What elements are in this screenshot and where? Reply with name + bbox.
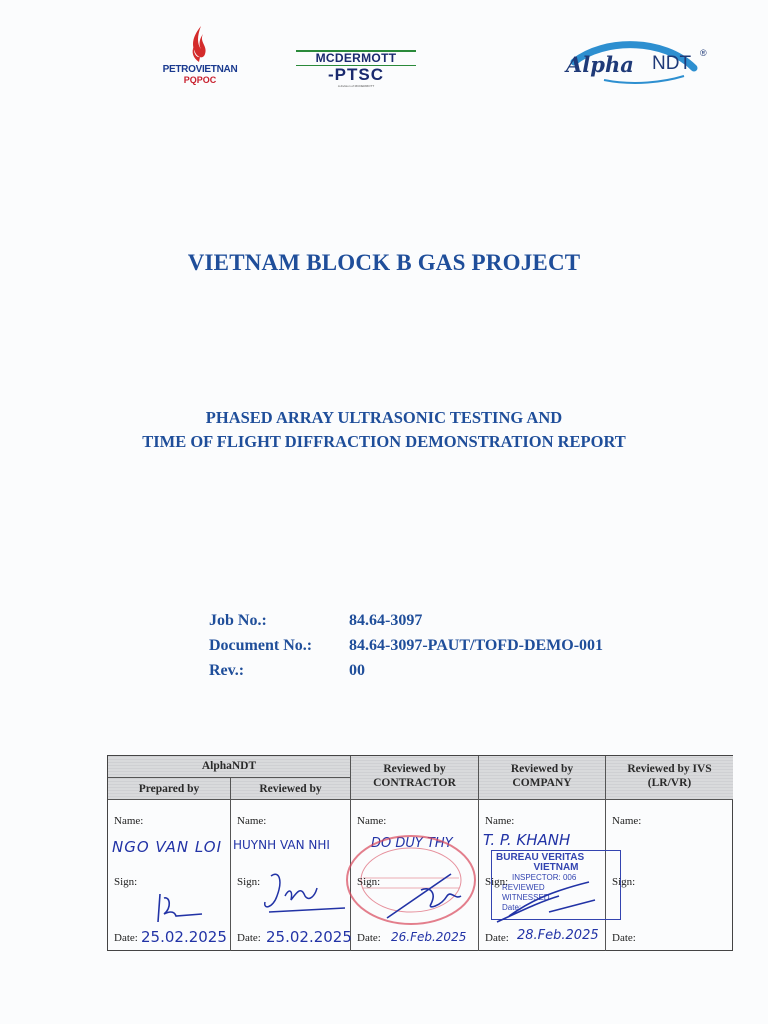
cell-contractor	[351, 800, 479, 951]
petrovietnam-sub: PQPOC	[183, 75, 217, 85]
cell-prepared-by	[108, 800, 231, 951]
cell-ivs	[606, 800, 733, 951]
bureau-veritas-stamp: BUREAU VERITAS VIETNAM INSPECTOR: 006 REVIEWED WITNESSED Date:	[491, 850, 621, 920]
contractor-name: DO DUY THY	[371, 836, 453, 851]
header-reviewed-ivs: Reviewed by IVS (LR/VR)	[606, 756, 733, 800]
date-row: Date:	[114, 932, 138, 944]
prepared-signature	[146, 888, 206, 928]
date-label: Date:	[237, 932, 261, 944]
header-reviewed-by: Reviewed by	[231, 778, 351, 800]
date-label: Date:	[485, 932, 509, 944]
revision-row	[209, 662, 365, 680]
ndt-word: NDT	[652, 53, 692, 74]
mcdermott-name: MCDERMOTT	[296, 50, 416, 66]
header-prepared-by: Prepared by	[108, 778, 231, 800]
approval-table	[107, 755, 733, 951]
flame-icon	[187, 24, 213, 64]
name-label: Name:	[114, 815, 144, 827]
petrovietnam-name: PETROVIETNAN	[162, 64, 238, 75]
report-title-line-2: TIME OF FLIGHT DIFFRACTION DEMONSTRATION REPORT	[142, 432, 626, 451]
header-reviewed-company: Reviewed by COMPANY	[479, 756, 606, 800]
contractor-date: 26.Feb.2025	[391, 930, 467, 944]
date-label: Date:	[612, 932, 636, 944]
name-label: Name:	[237, 815, 267, 827]
group-header-alphandt: AlphaNDT	[108, 756, 351, 778]
contractor-signature	[381, 866, 477, 926]
company-signature	[489, 872, 603, 928]
reviewer-date: 25.02.2025	[266, 928, 352, 946]
reviewer-signature	[249, 866, 349, 924]
petrovietnam-logo	[160, 24, 240, 94]
sign-label: Sign:	[237, 876, 261, 888]
prepared-date: 25.02.2025	[141, 928, 227, 946]
sign-label: Sign:	[114, 876, 138, 888]
name-label: Name:	[357, 815, 387, 827]
reviewer-name: HUYNH VAN NHI	[233, 838, 330, 852]
sign-label: Sign:	[612, 876, 636, 888]
document-number-label: Document No.:	[209, 637, 313, 654]
mcdermott-ptsc-logo	[296, 50, 416, 90]
company-name: T. P. KHANH	[483, 831, 571, 849]
cell-company	[479, 800, 606, 951]
job-number-value: 84.64-3097	[349, 612, 423, 629]
project-title: VIETNAM BLOCK B GAS PROJECT	[187, 250, 581, 275]
name-label: Name:	[612, 815, 642, 827]
sign-label: Sign:	[357, 876, 381, 888]
revision-value: 00	[349, 662, 365, 679]
registered-mark: ®	[700, 48, 707, 58]
report-title-line-1: PHASED ARRAY ULTRASONIC TESTING AND	[205, 408, 563, 427]
revision-label: Rev.:	[209, 662, 245, 679]
header-reviewed-contractor: Reviewed by CONTRACTOR	[351, 756, 479, 800]
cell-reviewed-by	[231, 800, 351, 951]
sign-label: Sign:	[485, 876, 509, 888]
ptsc-name: -PTSC	[327, 65, 384, 84]
name-label: Name:	[485, 815, 515, 827]
job-number-label: Job No.:	[209, 612, 267, 629]
prepared-name: NGO VAN LOI	[112, 838, 223, 856]
alpha-word: Alpha	[566, 52, 634, 77]
mcdermott-tagline: A division of MCDERMOTT	[337, 84, 375, 88]
job-number-row	[209, 612, 422, 630]
date-label: Date:	[357, 932, 381, 944]
document-number-row	[209, 637, 603, 655]
document-number-value: 84.64-3097-PAUT/TOFD-DEMO-001	[349, 637, 604, 654]
alphandt-logo	[564, 40, 714, 90]
company-date: 28.Feb.2025	[517, 928, 599, 943]
